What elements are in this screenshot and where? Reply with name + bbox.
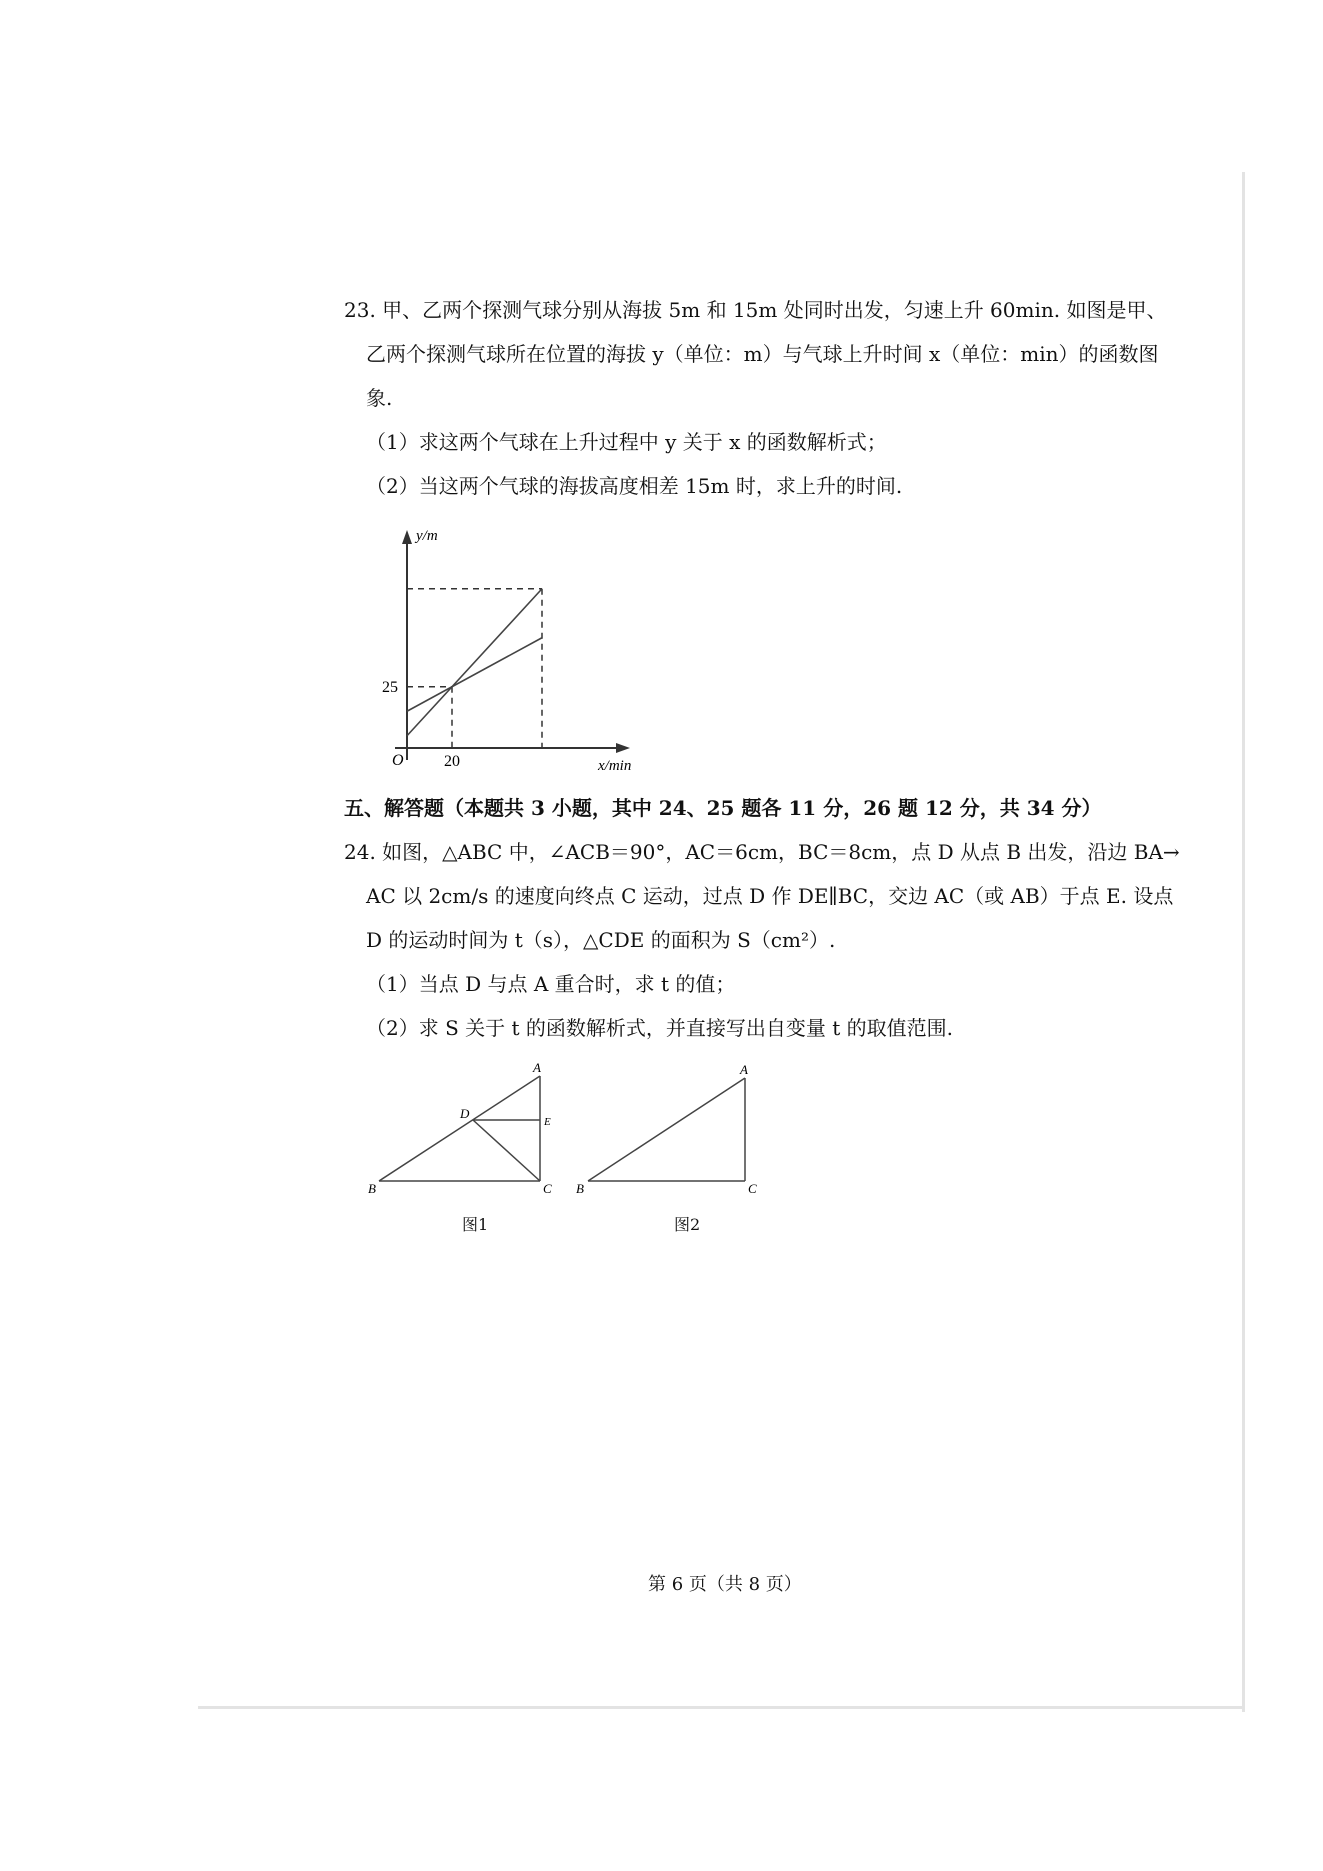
label-c: C — [543, 1181, 552, 1196]
label-a: A — [740, 1062, 748, 1077]
label-c: C — [748, 1181, 757, 1196]
side-ba — [588, 1078, 745, 1181]
q24-line-1: 24. 如图，△ABC 中，∠ACB＝90°，AC＝6cm，BC＝8cm，点 D 从点 B 出发，沿边 BA→ — [344, 840, 1180, 864]
q23-line-1: 23. 甲、乙两个探测气球分别从海拔 5m 和 15m 处同时出发，匀速上升 60min. 如图是甲、 — [344, 298, 1167, 322]
x-tick-20: 20 — [444, 753, 460, 770]
y-axis-label: y/m — [416, 528, 438, 544]
series-line-jia — [407, 589, 542, 736]
figure-2-triangle — [570, 1058, 770, 1198]
q24-line-2: AC 以 2cm/s 的速度向终点 C 运动，过点 D 作 DE∥BC，交边 AC（或 AB）于点 E. 设点 — [366, 884, 1174, 908]
q24-sub-1: （1）当点 D 与点 A 重合时，求 t 的值； — [366, 972, 736, 996]
label-d: D — [460, 1106, 470, 1121]
segment-dc — [473, 1120, 540, 1181]
q24-line-3: D 的运动时间为 t（s），△CDE 的面积为 S（cm²）. — [366, 928, 836, 952]
page-edge-bottom — [198, 1706, 1245, 1709]
label-b: B — [576, 1181, 584, 1196]
label-e: E — [544, 1116, 551, 1128]
figure-1-triangle — [365, 1058, 560, 1198]
x-axis-arrow — [616, 743, 630, 753]
q24-sub-2: （2）求 S 关于 t 的函数解析式，并直接写出自变量 t 的取值范围. — [366, 1016, 954, 1040]
series-line-yi — [407, 638, 542, 712]
figure-1-caption: 图1 — [462, 1215, 489, 1234]
x-axis-label: x/min — [598, 758, 632, 774]
q23-line-3: 象. — [366, 386, 393, 410]
page-edge-right — [1242, 172, 1245, 1712]
label-b: B — [368, 1181, 376, 1196]
origin-label: O — [392, 752, 404, 769]
y-axis-arrow — [402, 530, 412, 544]
q23-line-2: 乙两个探测气球所在位置的海拔 y（单位：m）与气球上升时间 x（单位：min）的函数图 — [366, 342, 1159, 366]
label-a: A — [533, 1060, 541, 1075]
figure-2-caption: 图2 — [674, 1215, 701, 1234]
page-footer: 第 6 页（共 8 页） — [648, 1574, 802, 1595]
q23-line-graph — [360, 520, 650, 780]
side-ba — [379, 1076, 540, 1181]
y-tick-25: 25 — [382, 678, 398, 696]
q23-sub-1: （1）求这两个气球在上升过程中 y 关于 x 的函数解析式； — [366, 430, 887, 454]
section-5-heading: 五、解答题（本题共 3 小题，其中 24、25 题各 11 分，26 题 12 分，共 34 分） — [344, 796, 1102, 820]
q23-sub-2: （2）当这两个气球的海拔高度相差 15m 时，求上升的时间. — [366, 474, 903, 498]
